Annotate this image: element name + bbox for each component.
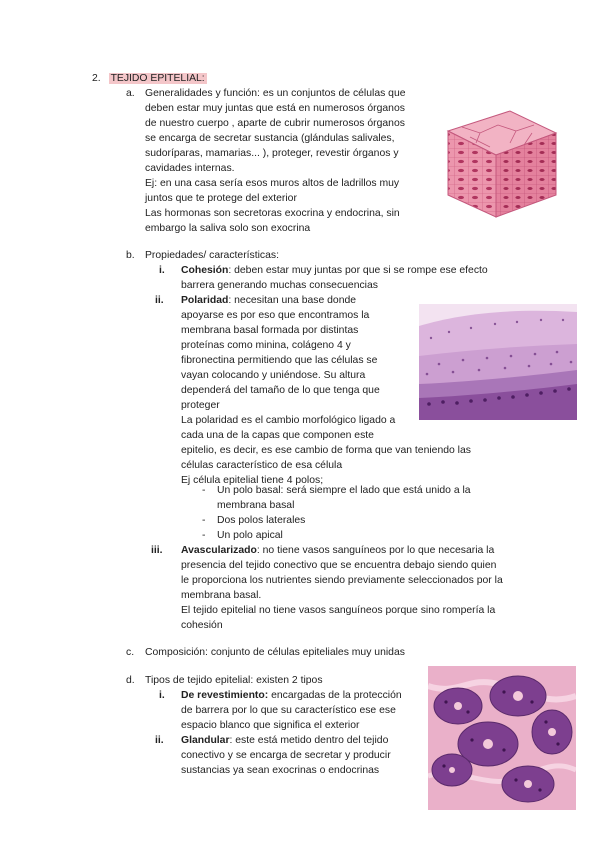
text: : necesitan una base donde	[228, 295, 357, 306]
text-line: sudoríparas, mamarias... ), proteger, revestir órganos y	[145, 148, 399, 159]
type-revestimiento	[181, 688, 402, 703]
sub-marker: ii.	[155, 295, 164, 306]
text: encargadas de la protección	[268, 690, 402, 701]
list-dash: -	[202, 485, 206, 496]
text-line: membrana basal.	[181, 590, 262, 601]
text-line: Ej: en una casa sería esos muros altos de ladrillos muy	[145, 178, 400, 189]
sub-marker: i.	[159, 265, 165, 276]
text-line: deben estar muy juntas que está en numerosos órganos	[145, 103, 405, 114]
item-marker-d: d.	[126, 675, 135, 686]
text-line: cavidades internas.	[145, 163, 235, 174]
sub-marker: iii.	[151, 545, 163, 556]
heading-title: TEJIDO EPITELIAL:	[110, 73, 205, 84]
text-line: de barrera por lo que su característico ese ese	[181, 705, 396, 716]
sub-marker: i.	[159, 690, 165, 701]
term: Glandular	[181, 735, 230, 746]
property-polaridad	[181, 293, 356, 308]
text-line: La polaridad es el cambio morfológico ligado a	[181, 415, 396, 426]
list-dash: -	[202, 515, 206, 526]
term: Cohesión	[181, 265, 229, 276]
text: : no tiene vasos sanguíneos por lo que necesaria la	[256, 545, 495, 556]
term: Avascularizado	[181, 545, 257, 556]
text-line: barrera generando muchas consecuencias	[181, 280, 378, 291]
section-c-text: Composición: conjunto de células epiteliales muy unidas	[145, 647, 405, 658]
text-line: vayan colocando y uniéndose. Su altura	[181, 370, 366, 381]
epithelium-cube-figure	[440, 103, 562, 225]
text-line: dependerá del tamaño de lo que tenga que	[181, 385, 380, 396]
text-line: espacio blanco que significa el exterior	[181, 720, 360, 731]
stratified-epithelium-figure	[419, 304, 577, 420]
text-line: fibronectina permitiendo que las células se	[181, 355, 378, 366]
list-item: Dos polos laterales	[217, 515, 306, 526]
term: Polaridad	[181, 295, 229, 306]
text-line: se encarga de secretar sustancia (glándulas salivales,	[145, 133, 395, 144]
text-line: células característico de esa célula	[181, 460, 343, 471]
text-line: Las hormonas son secretoras exocrina y endocrina, sin	[145, 208, 400, 219]
text-line: apoyarse es por eso que encontramos la	[181, 310, 370, 321]
text-line: membrana basal formada por distintas	[181, 325, 359, 336]
text-line: conectivo y se encarga de secretar y producir	[181, 750, 391, 761]
list-item: membrana basal	[217, 500, 295, 511]
list-item: Un polo basal: será siempre el lado que está unido a la	[217, 485, 471, 496]
text-line: proteger	[181, 400, 220, 411]
glandular-tissue-figure	[428, 666, 576, 810]
text-line: de nuestro cuerpo , aparte de cubrir numerosos órganos	[145, 118, 405, 129]
text-line: El tejido epitelial no tiene vasos sanguíneos porque sino rompería la	[181, 605, 496, 616]
section-b-title: Propiedades/ características:	[145, 250, 279, 261]
sub-marker: ii.	[155, 735, 164, 746]
property-cohesion	[181, 263, 488, 278]
list-item: Un polo apical	[217, 530, 283, 541]
text: : deben estar muy juntas por que si se rompe ese efecto	[228, 265, 488, 276]
text-line: Generalidades y función: es un conjuntos de células que	[145, 88, 406, 99]
text-line: Ej célula epitelial tiene 4 polos;	[181, 475, 324, 486]
text-line: cohesión	[181, 620, 223, 631]
text-line: presencia del tejido conectivo que se encuentra debajo siendo quien	[181, 560, 497, 571]
text: : este está metido dentro del tejido	[229, 735, 389, 746]
type-glandular	[181, 733, 388, 748]
heading-number: 2.	[92, 73, 101, 84]
text-line: cada una de la capas que componen este	[181, 430, 374, 441]
text-line: le proporciona los nutrientes siendo previamente seleccionados por la	[181, 575, 503, 586]
text-line: sustancias ya sean exocrinas o endocrinas	[181, 765, 380, 776]
text-line: epitelio, es decir, es ese cambio de forma que van teniendo las	[181, 445, 471, 456]
list-dash: -	[202, 530, 206, 541]
text-line: embargo la saliva solo son exocrina	[145, 223, 311, 234]
item-marker-c: c.	[126, 647, 135, 658]
item-marker-a: a.	[126, 88, 135, 99]
item-marker-b: b.	[126, 250, 135, 261]
section-heading	[92, 71, 207, 86]
property-avascularizado	[181, 543, 494, 558]
text-line: juntos que te protege del exterior	[145, 193, 297, 204]
section-d-title: Tipos de tejido epitelial: existen 2 tipos	[145, 675, 323, 686]
term: De revestimiento:	[181, 690, 269, 701]
text-line: proteínas como minina, colágeno 4 y	[181, 340, 351, 351]
